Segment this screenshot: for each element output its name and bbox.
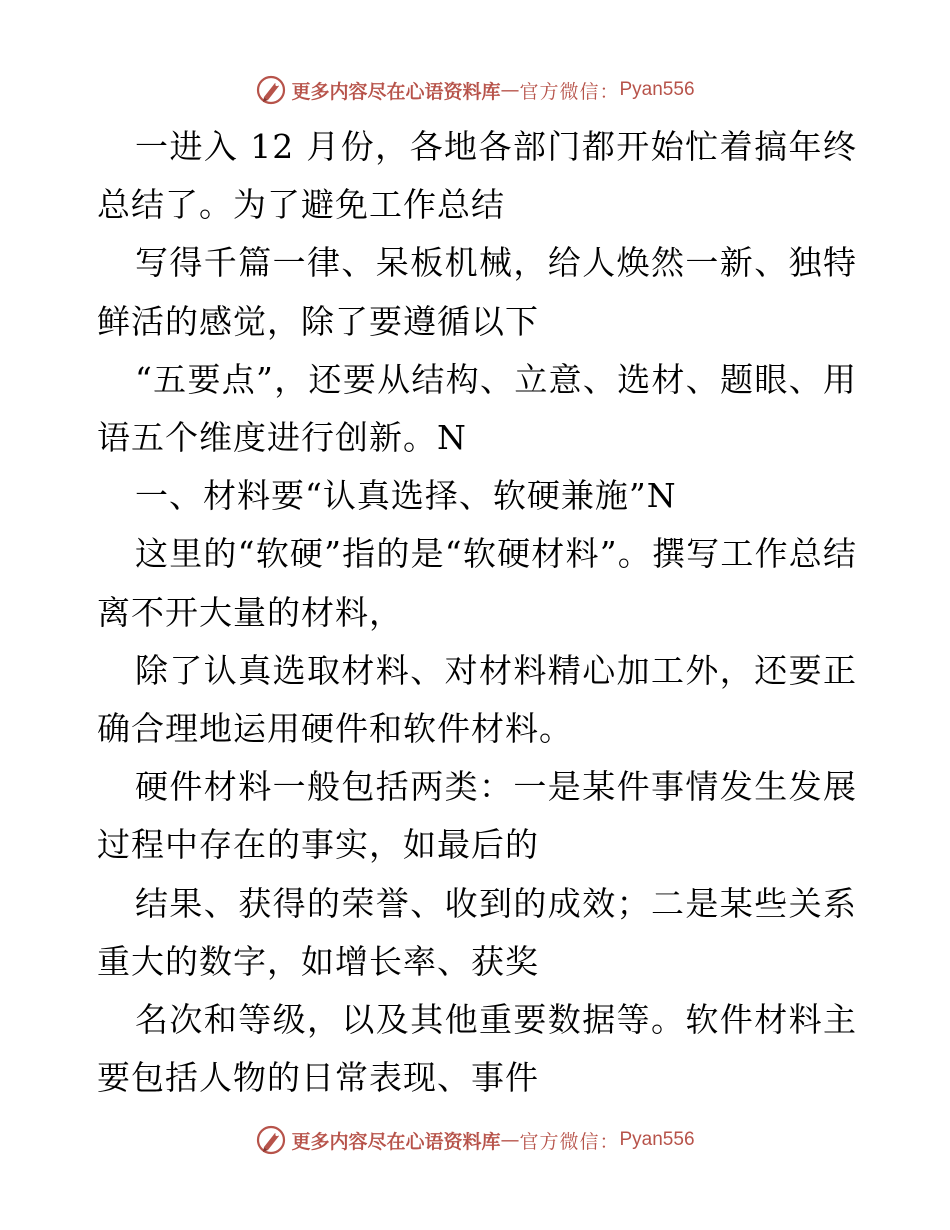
paragraph-2: 写得千篇一律、呆板机械，给人焕然一新、独特鲜活的感觉，除了要遵循以下 bbox=[97, 243, 857, 341]
pen-logo-icon bbox=[255, 74, 287, 106]
section-heading-1: 一、材料要“认真选择、软硬兼施”N bbox=[135, 476, 677, 516]
paragraph-8: 名次和等级，以及其他重要数据等。软件材料主要包括人物的日常表现、事件 bbox=[97, 1000, 857, 1098]
header-banner bbox=[0, 70, 950, 110]
paragraph-7: 结果、获得的荣誉、收到的成效；二是某些关系重大的数字，如增长率、获奖 bbox=[97, 883, 857, 981]
header-wechat-id: Pyan556 bbox=[619, 79, 695, 100]
footer-dash: — bbox=[500, 1129, 520, 1151]
paragraph-6: 硬件材料一般包括两类：一是某件事情发生发展过程中存在的事实，如最后的 bbox=[97, 767, 857, 865]
paragraph-1: 一进入 12 月份，各地各部门都开始忙着搞年终总结了。为了避免工作总结 bbox=[97, 127, 857, 225]
footer-wechat-id: Pyan556 bbox=[619, 1129, 695, 1150]
paragraph-5: 除了认真选取材料、对材料精心加工外，还要正确合理地运用硬件和软件材料。 bbox=[97, 650, 857, 749]
paragraph-3: “五要点”，还要从结构、立意、选材、题眼、用语五个维度进行创新。N bbox=[97, 359, 857, 458]
header-dash: — bbox=[500, 79, 520, 101]
footer-official-label: 官方微信： bbox=[519, 1130, 620, 1153]
pen-logo-icon bbox=[255, 1124, 287, 1156]
footer-brand-text: 更多内容尽在心语资料库 bbox=[291, 1130, 501, 1153]
header-official-label: 官方微信： bbox=[519, 80, 620, 103]
header-brand-text: 更多内容尽在心语资料库 bbox=[291, 80, 501, 103]
footer-banner bbox=[0, 1120, 950, 1160]
paragraph-4: 这里的“软硬”指的是“软硬材料”。撰写工作总结离不开大量的材料， bbox=[97, 534, 857, 632]
document-body bbox=[97, 118, 857, 1107]
